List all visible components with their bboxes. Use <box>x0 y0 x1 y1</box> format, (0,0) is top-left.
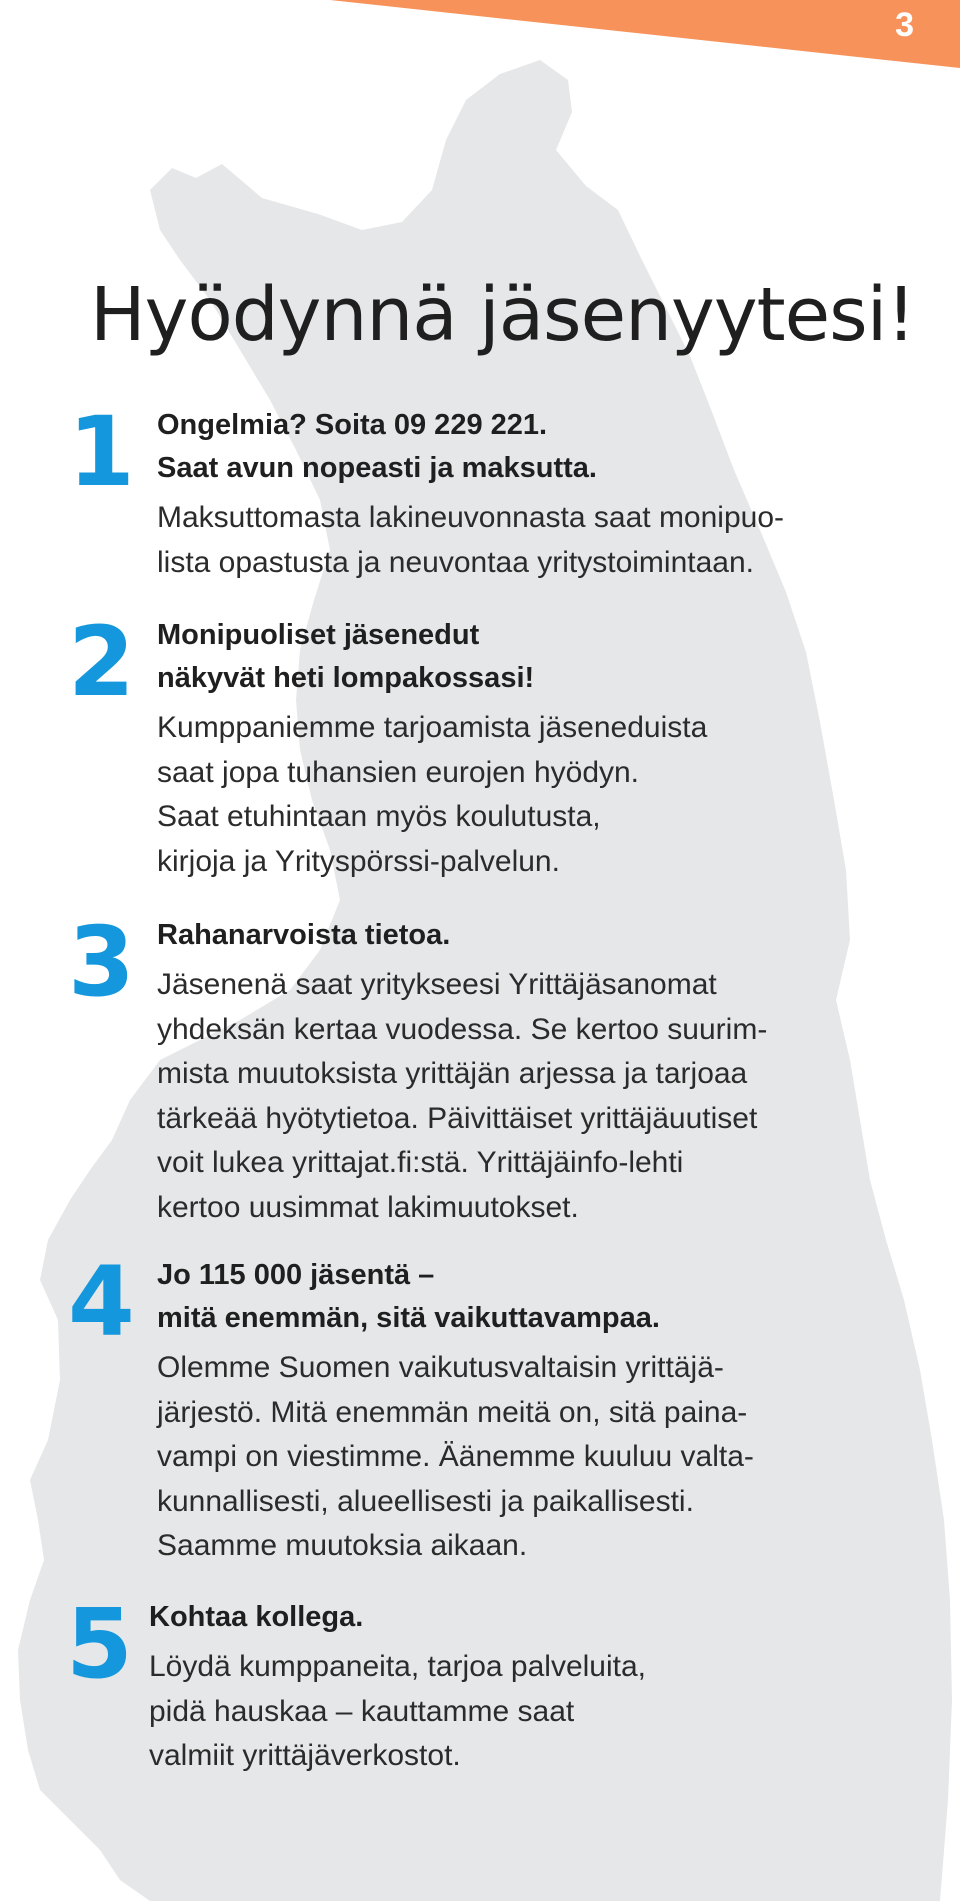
item-content <box>157 614 877 884</box>
body-line: vampi on viestimme. Äänemme kuuluu valta- <box>157 1440 754 1473</box>
heading-line: Kohtaa kollega. <box>149 1601 364 1633</box>
item-body <box>157 963 877 1230</box>
item-content <box>157 404 877 585</box>
body-line: mista muutoksista yrittäjän arjessa ja tarjoaa <box>157 1057 748 1090</box>
body-line: kertoo uusimmat lakimuutokset. <box>157 1190 579 1224</box>
body-line: tärkeää hyötytietoa. Päivittäiset yrittäjäuutiset <box>157 1101 758 1135</box>
heading-line: Jo 115 000 jäsentä – <box>157 1259 435 1291</box>
item-number: 5 <box>66 1588 133 1700</box>
item-body <box>157 1346 877 1569</box>
item-heading <box>157 614 877 700</box>
item-number: 2 <box>68 606 135 718</box>
heading-line: Rahanarvoista tietoa. <box>157 919 451 951</box>
item-body <box>149 1645 869 1779</box>
body-line: Saamme muutoksia aikaan. <box>157 1529 528 1562</box>
item-number: 1 <box>68 396 135 508</box>
item-heading <box>149 1596 869 1639</box>
body-line: järjestö. Mitä enemmän meitä on, sitä paina- <box>157 1395 748 1429</box>
item-heading <box>157 1254 877 1340</box>
body-line: valmiit yrittäjäverkostot. <box>149 1739 461 1772</box>
body-line: pidä hauskaa – kauttamme saat <box>149 1694 575 1728</box>
corner-accent-band <box>0 0 960 80</box>
body-line: Olemme Suomen vaikutusvaltaisin yrittäjä- <box>157 1351 724 1384</box>
item-heading <box>157 404 877 490</box>
item-content <box>157 914 877 1230</box>
page-title: Hyödynnä jäsenyytesi! <box>90 272 915 358</box>
body-line: Maksuttomasta lakineuvonnasta saat monipuo- <box>157 501 785 534</box>
body-line: kunnallisesti, alueellisesti ja paikallisesti. <box>157 1484 694 1518</box>
item-number: 3 <box>68 906 135 1018</box>
item-number: 4 <box>68 1246 135 1358</box>
item-content <box>157 1254 877 1569</box>
heading-line: näkyvät heti lompakossasi! <box>157 662 535 694</box>
body-line: lista opastusta ja neuvontaa yritystoimintaan. <box>157 545 754 579</box>
heading-line: Saat avun nopeasti ja maksutta. <box>157 452 597 484</box>
item-body <box>157 706 877 884</box>
body-line: saat jopa tuhansien eurojen hyödyn. <box>157 755 640 789</box>
item-content <box>149 1596 869 1779</box>
body-line: kirjoja ja Yrityspörssi-palvelun. <box>157 844 560 878</box>
heading-line: Ongelmia? Soita 09 229 221. <box>157 409 548 441</box>
heading-line: mitä enemmän, sitä vaikuttavampaa. <box>157 1302 660 1334</box>
page-number: 3 <box>895 6 914 44</box>
heading-line: Monipuoliset jäsenedut <box>157 619 480 651</box>
body-line: Kumppaniemme tarjoamista jäseneduista <box>157 711 708 744</box>
item-heading <box>157 914 877 957</box>
body-line: Löydä kumppaneita, tarjoa palveluita, <box>149 1650 646 1683</box>
body-line: Saat etuhintaan myös koulutusta, <box>157 800 601 833</box>
item-body <box>157 496 877 585</box>
body-line: voit lukea yrittajat.fi:stä. Yrittäjäinfo-lehti <box>157 1146 684 1179</box>
body-line: Jäsenenä saat yritykseesi Yrittäjäsanomat <box>157 968 717 1001</box>
body-line: yhdeksän kertaa vuodessa. Se kertoo suurim- <box>157 1012 768 1046</box>
